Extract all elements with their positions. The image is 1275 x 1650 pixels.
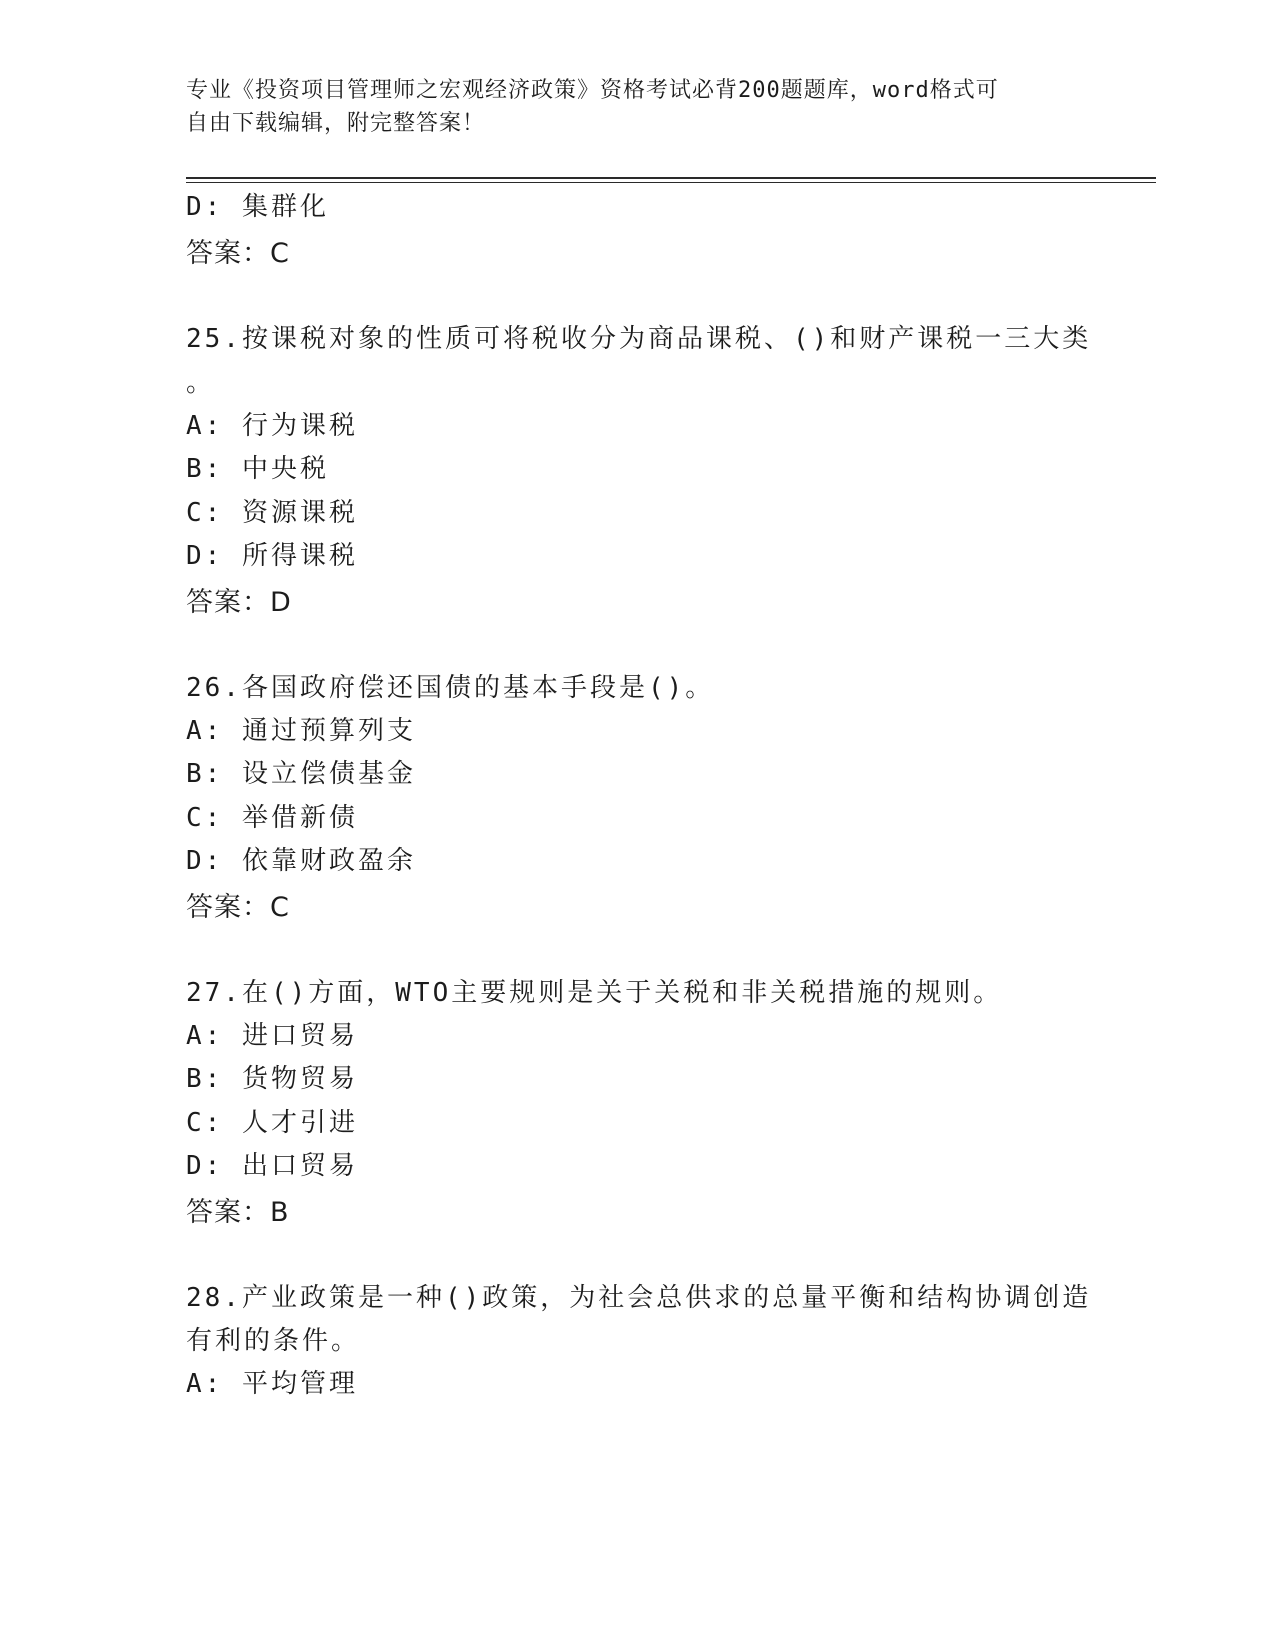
- option-b: B: 货物贸易: [186, 1064, 358, 1094]
- question-stem: 28.产业政策是一种()政策，为社会总供求的总量平衡和结构协调创造: [186, 1283, 1092, 1313]
- question-stem: 25.按课税对象的性质可将税收分为商品课税、()和财产课税一三大类: [186, 324, 1092, 354]
- header-divider-thick: [186, 177, 1156, 179]
- answer: 答案：D: [186, 587, 292, 618]
- option-a: A: 行为课税: [186, 411, 358, 441]
- option-a: A: 进口贸易: [186, 1021, 358, 1051]
- question-stem: 26.各国政府偿还国债的基本手段是()。: [186, 673, 715, 703]
- answer: 答案：C: [186, 892, 290, 923]
- option-a: A: 通过预算列支: [186, 716, 416, 746]
- header-line-1: 专业《投资项目管理师之宏观经济政策》资格考试必背200题题库，word格式可: [186, 78, 999, 103]
- document-header: [186, 74, 1066, 140]
- option-c: C: 举借新债: [186, 803, 358, 833]
- header-divider-thin: [186, 182, 1156, 183]
- question-stem-continued: 。: [186, 368, 216, 398]
- option-c: C: 资源课税: [186, 498, 358, 528]
- option-b: B: 设立偿债基金: [186, 759, 416, 789]
- header-line-2: 自由下载编辑，附完整答案！: [186, 111, 486, 136]
- option-d: D: 出口贸易: [186, 1151, 358, 1181]
- question-stem-continued: 有利的条件。: [186, 1326, 361, 1356]
- option-d: D: 依靠财政盈余: [186, 846, 416, 876]
- option-c: C: 人才引进: [186, 1108, 358, 1138]
- answer: 答案：B: [186, 1197, 290, 1228]
- option-d: D: 所得课税: [186, 541, 358, 571]
- answer: 答案：C: [186, 238, 290, 269]
- option-d: D: 集群化: [186, 192, 329, 222]
- option-b: B: 中央税: [186, 454, 329, 484]
- question-stem: 27.在()方面，WTO主要规则是关于关税和非关税措施的规则。: [186, 978, 1003, 1008]
- option-a: A: 平均管理: [186, 1369, 358, 1399]
